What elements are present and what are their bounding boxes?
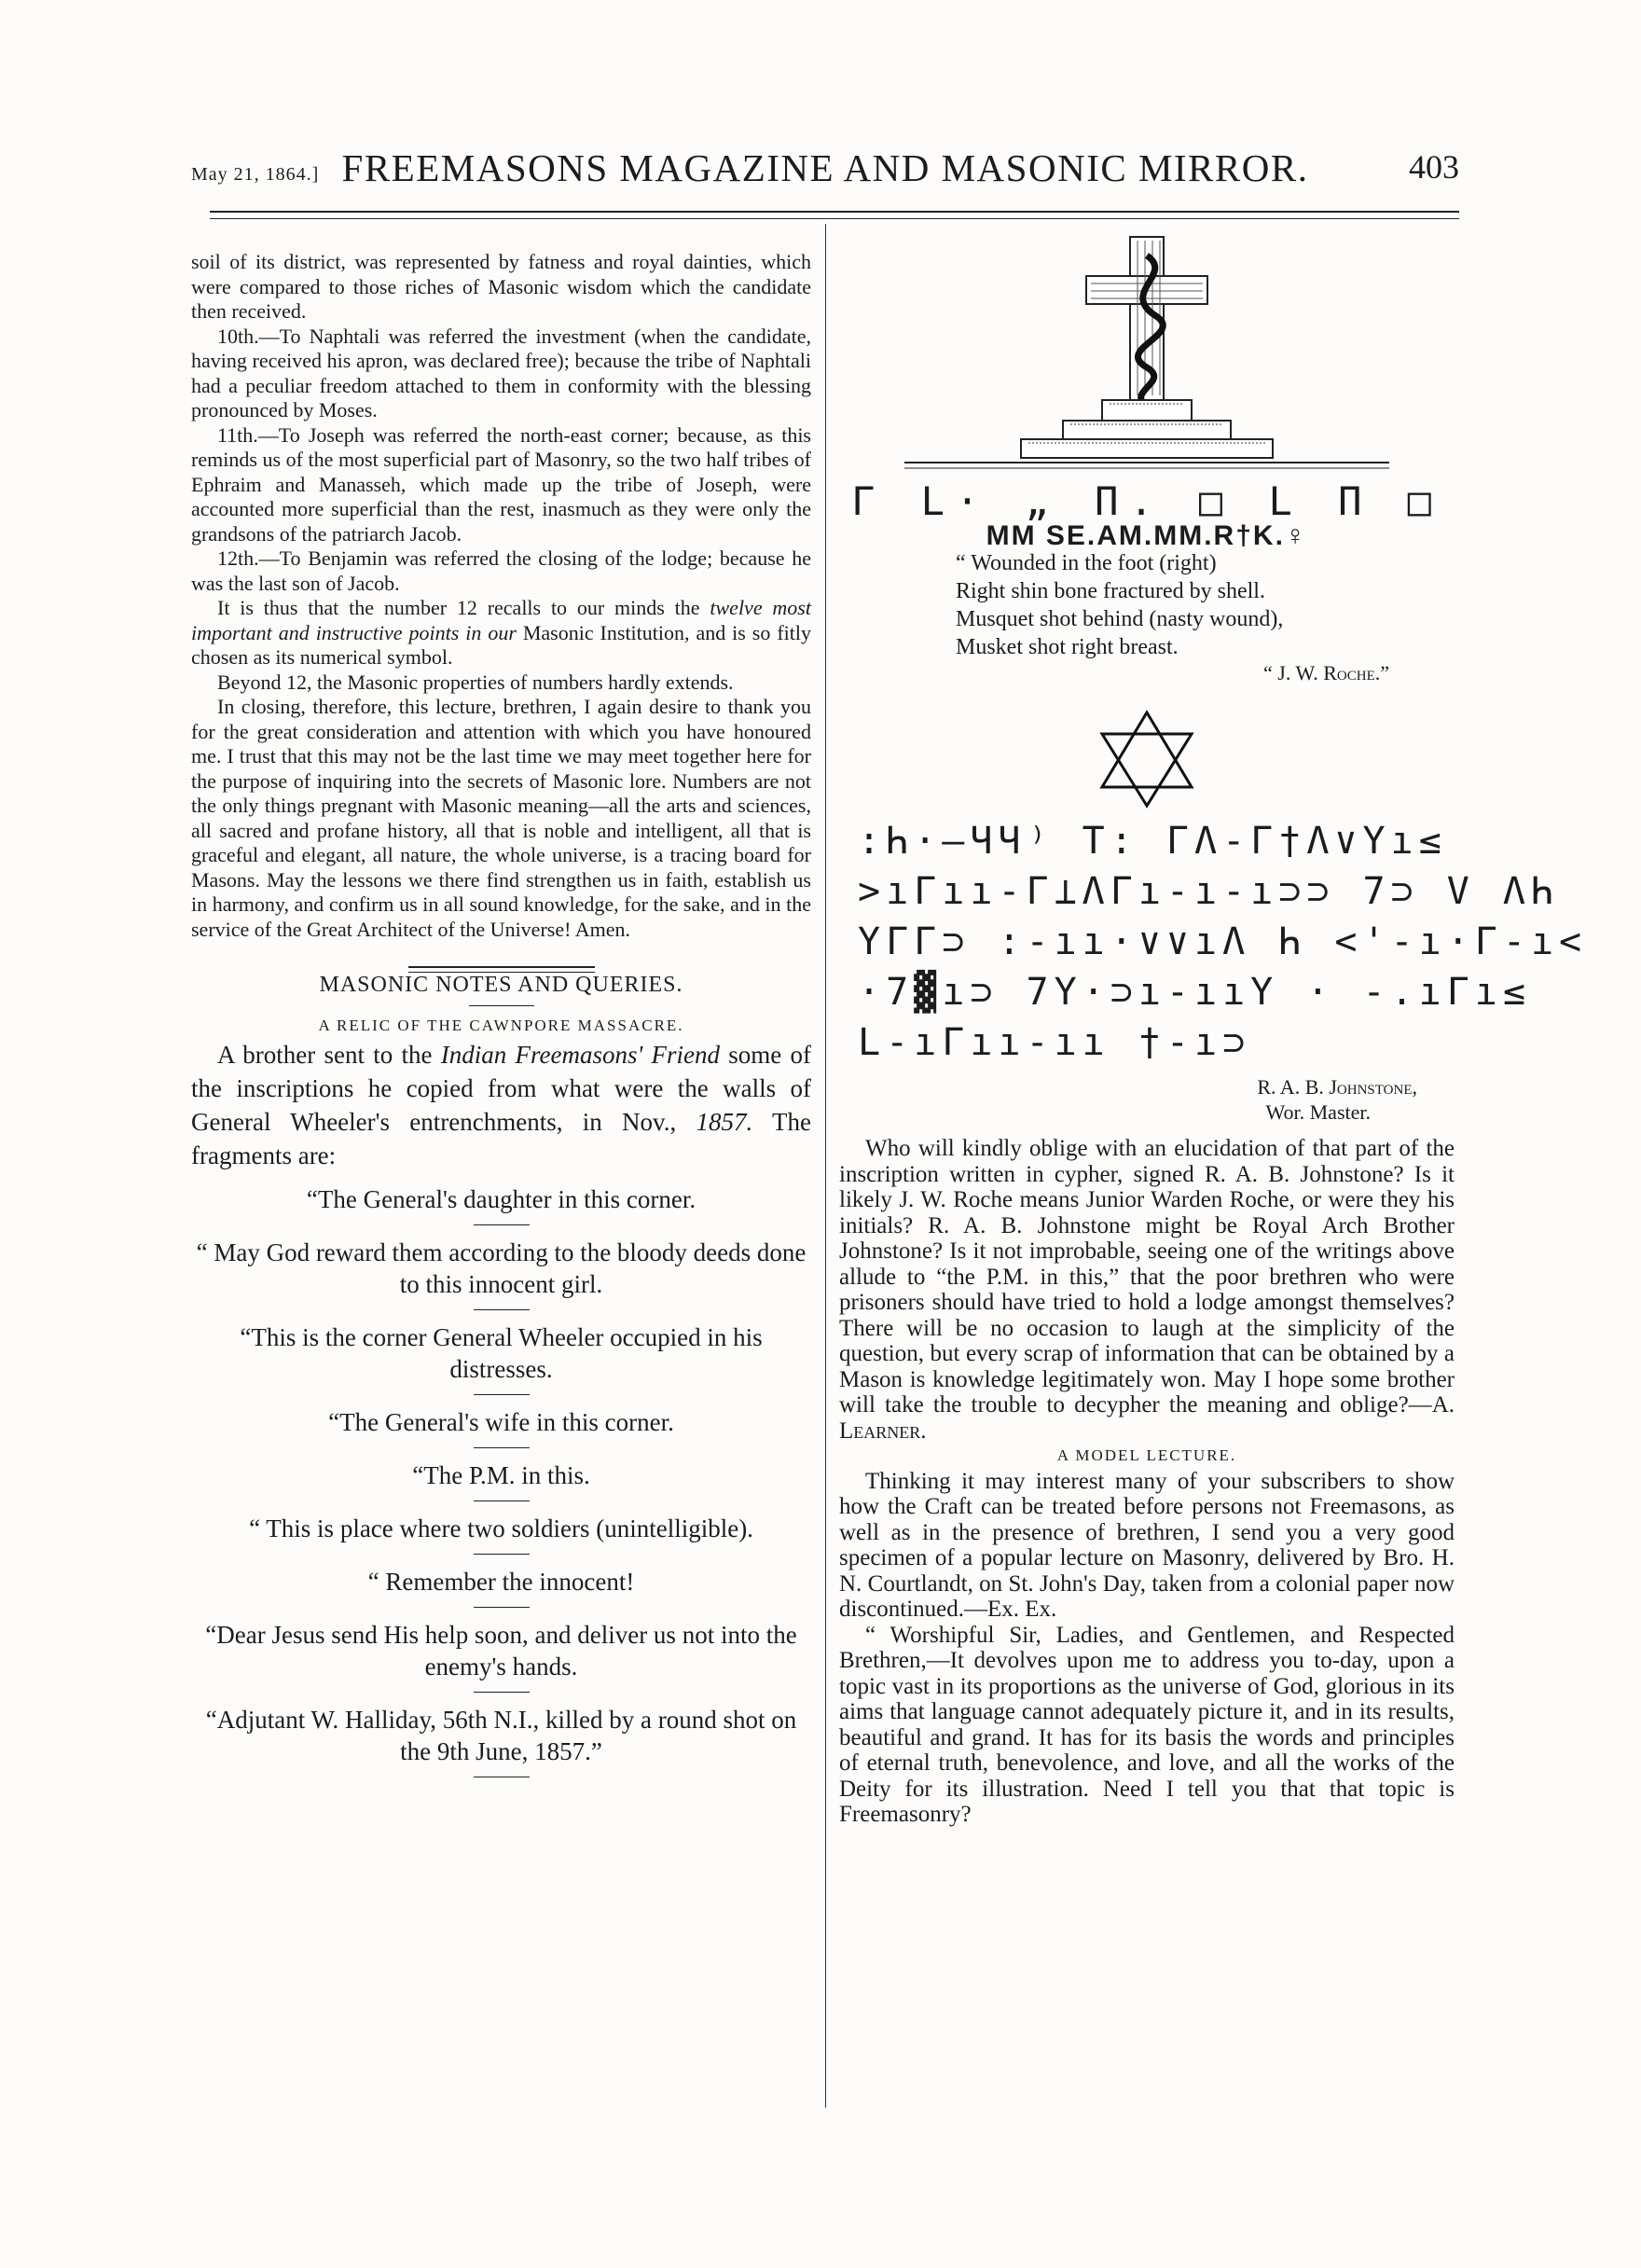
- cipher-line: L-ıΓıı-ıı †-ı⊃: [858, 1021, 1251, 1064]
- cross-and-serpent-illustration: [848, 228, 1445, 479]
- cipher-line: ·7▓ı⊃ 7Ү·⊃ı-ııҮ · -.ıΓı≤: [858, 971, 1531, 1014]
- italic-run: 1857.: [696, 1108, 753, 1136]
- subsection-title: A RELIC OF THE CAWNPORE MASSACRE.: [318, 1016, 684, 1034]
- fragment: “Adjutant W. Halliday, 56th N.I., killed by a round shot on the 9th June, 1857.”: [205, 1706, 797, 1765]
- text-run: some of the inscriptions he copied from what were the walls of General Wheeler's entrenchments, in Nov.,: [191, 1041, 811, 1136]
- paragraph: In closing, therefore, this lecture, brethren, I again desire to thank you for the great consideration and attention with which you have honoured me. I trust that this may not be the last time we may meet together here for the purpose of inquiring into the secrets of Masonic lore. Numbers are not the only things pregnant with Masonic meaning—all the arts and sciences, all sacred and profane history, all that is noble and intelligent, all that is graceful and elegant, all nature, the whole universe, is a tracing board for Masons. May the lessons we there find strengthen us in faith, establish us in harmony, and confirm us in all sound knowledge, for the sake, and in the service of the Great Architect of the Universe! Amen.: [191, 695, 811, 941]
- fragment: “The P.M. in this.: [412, 1461, 590, 1489]
- italic-run: Indian Freemasons' Friend: [440, 1041, 720, 1069]
- fragment: “ Remember the innocent!: [367, 1568, 635, 1596]
- text-run: The fragments are:: [191, 1108, 811, 1169]
- verse-signature: “ J. W. Roche.”: [1263, 660, 1389, 685]
- cipher-signature-title: Wor. Master.: [1265, 1099, 1371, 1124]
- fragment-rule: [474, 1224, 530, 1225]
- section-title: MASONIC NOTES AND QUERIES.: [319, 973, 683, 997]
- fragment-rule: [474, 1692, 530, 1693]
- fragment-rule: [474, 1394, 530, 1395]
- fragment: “ This is place where two soldiers (unintelligible).: [249, 1514, 753, 1542]
- paragraph: 10th.—To Naphtali was referred the investment (when the candidate, having received his apron, was declared free); because the tribe of Naphtali had a peculiar freedom attached to them in conformity with the blessing pronounced by Moses.: [191, 324, 811, 422]
- paragraph: soil of its district, was represented by fatness and royal dainties, which were compared to those riches of Masonic wisdom which the candidate then received.: [191, 250, 811, 323]
- text-run: It is thus that the number 12 recalls to our minds the: [217, 596, 710, 619]
- cipher-line: :Һ·—ЧЧ⁾ T: ΓΛ-Γ†Λ∨Үı≤: [858, 820, 1447, 863]
- cipher-signature-name: R. A. B. Johnstone,: [1257, 1075, 1417, 1099]
- page-number: 403: [1409, 148, 1459, 186]
- fragment-rule: [474, 1309, 530, 1310]
- section-subrule: [469, 1005, 534, 1006]
- intro-paragraph: [191, 1038, 811, 1172]
- right-column: [839, 228, 1588, 1828]
- lecture-opening: “ Worshipful Sir, Ladies, and Gentlemen, and Respected Brethren,—It devolves upon me to address you to-day, upon a topic vast in its proportions as the universe of God, glorious in its aims that language cannot adequately picture it, and in its results, beautiful and grand. It has for its basis the words and principles of eternal truth, benevolence, and love, and all the works of the Deity for its illustration. Need I tell you that that topic is Freemasonry?: [839, 1622, 1455, 1827]
- fragment: “Dear Jesus send His help soon, and deliver us not into the enemy's hands.: [205, 1621, 797, 1680]
- fragment-rule: [474, 1500, 530, 1501]
- verse-line: Musquet shot behind (nasty wound),: [956, 606, 1284, 631]
- column-divider: [825, 224, 826, 2108]
- text-run: Masonic Institution, and is so fitly chosen as its numerical symbol.: [191, 620, 811, 669]
- query-paragraph: [839, 1136, 1455, 1444]
- fragment-rule: [474, 1447, 530, 1448]
- issue-date: May 21, 1864.]: [191, 164, 320, 185]
- italic-run: twelve most important and instructive points in our: [191, 596, 811, 644]
- roche-verse: [839, 549, 1455, 661]
- page-header: [191, 140, 1459, 196]
- paragraph: Beyond 12, the Masonic properties of numbers hardly extends.: [217, 670, 734, 694]
- fragment-rule: [474, 1554, 530, 1555]
- fragment: “The General's wife in this corner.: [328, 1408, 674, 1436]
- paragraph-number-twelve: [191, 596, 811, 671]
- left-column: [191, 250, 811, 1789]
- verse-line: Musket shot right breast.: [956, 634, 1179, 659]
- subsection-title: A MODEL LECTURE.: [1056, 1446, 1237, 1464]
- cipher-line: >ıΓıı-Γ⊥ΛΓı-ı-ı⊃⊃ 7⊃ V ΛҺ: [858, 870, 1560, 913]
- cross-icon: [1086, 237, 1207, 400]
- paragraph: 12th.—To Benjamin was referred the closing of the lodge; because he was the last son of Jacob.: [191, 546, 811, 595]
- fragment: “The General's daughter in this corner.: [306, 1185, 696, 1213]
- text-run: A brother sent to the: [217, 1041, 441, 1069]
- model-lecture-intro: Thinking it may interest many of your subscribers to show how the Craft can be treated before persons not Freemasons, as well as in the presence of brethren, I send you a very good specimen of a popular lecture on Masonry, delivered by Bro. H. N. Courtlandt, on St. John's Day, taken from a colonial paper now discontinued.—Ex. Ex.: [839, 1468, 1455, 1622]
- magazine-title: FREEMASONS MAGAZINE AND MASONIC MIRROR.: [341, 146, 1309, 189]
- verse-line: “ Wounded in the foot (right): [956, 550, 1217, 575]
- cipher-inscription: [839, 816, 1588, 1068]
- paragraph: 11th.—To Joseph was referred the north-east corner; because, as this reminds us of the most superficial part of Masonry, so the two half tribes of Ephraim and Manasseh, which made up the tribe of Joseph, were accounted more superficial than the rest, inasmuch as they were only the grandsons of the patriarch Jacob.: [191, 422, 811, 546]
- fragment-rule: [474, 1607, 530, 1608]
- steps-base-icon: [904, 400, 1389, 468]
- star-of-david-icon: [839, 708, 1455, 810]
- cipher-symbol-row: Γ L· „ П. □ L П □: [851, 478, 1442, 524]
- verse-line: Right shin bone fractured by shell.: [956, 578, 1265, 603]
- fragment: “ May God reward them according to the bloody deeds done to this innocent girl.: [196, 1238, 807, 1298]
- query-signature: A. Learner.: [839, 1392, 1455, 1444]
- fragment: “This is the corner General Wheeler occupied in his distresses.: [240, 1323, 763, 1383]
- cipher-line: ҮΓΓ⊃ :-ıı·∨∨ıΛ Һ <'-ı·Γ-ı<: [858, 920, 1588, 963]
- cipher-letter-row: MM SE.AM.MM.R†K.♀: [986, 520, 1308, 551]
- text-run: Who will kindly oblige with an elucidation of that part of the inscription written in cypher, signed R. A. B. Johnstone? Is it likely J. W. Roche means Junior Warden Roche, or were they his initials? R. A. B. Johnstone might be Royal Arch Brother Johnstone? Is it not improbable, seeing one of the writings above allude to “the P.M. in this,” that the poor brethren who were prisoners should have tried to hold a lodge amongst themselves? There will be no occasion to laugh at the simplicity of the question, but every scrap of information that can be obtained by a Mason is knowledge legitimately won. May I hope some brother will take the trouble to decypher the meaning and oblige?—: [839, 1136, 1455, 1418]
- section-rule: [408, 966, 595, 973]
- header-rule: [210, 211, 1459, 219]
